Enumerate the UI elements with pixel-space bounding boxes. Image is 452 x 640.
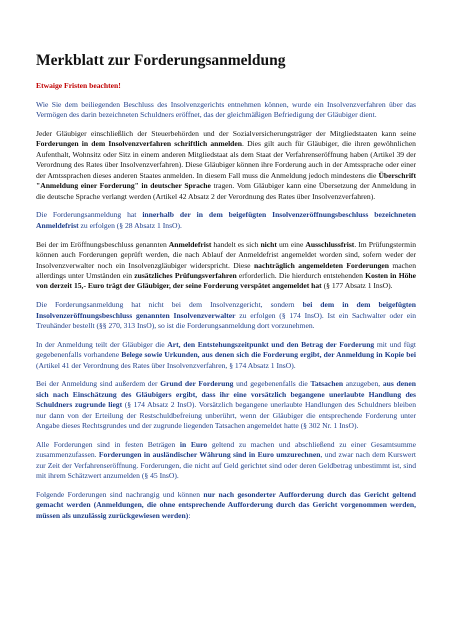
text-run: , und zwar nach dem Kurswert zur Zeit der Verfahrenseröffnung. Forderungen, die nicht auf Geld gerichtet sind oder deren Geldbetrag unbestimmt ist, sind mit ihrem Schätzwert anzumelden (§ 45 InsO). (36, 450, 417, 481)
paragraph (36, 379, 416, 431)
paragraph (36, 490, 416, 521)
text-run: Jeder Gläubiger einschließlich der Steuerbehörden und der Sozialversicherungsträger der Mitgliedstaaten kann seine (36, 128, 416, 138)
text-run: (§ 174 Absatz 2 InsO). Vorsätzlich begangene unerlaubte Handlungen des Schuldners bleiben nur dann von der Erteilung der Restschuldbefreiung unberührt, wenn der Gläubiger die entsprechende Forderung unter Angabe dieses Rechtsgrundes und der zugrunde liegenden Tatsachen angemeldet hatte (§ 302 Nr. 1 InsO). (36, 400, 416, 431)
text-run: Die Forderungsanmeldung hat nicht bei dem Insolvenzgericht, sondern (36, 300, 303, 310)
paragraph (36, 210, 416, 231)
bold-text-run: aus denen sich nach Einschätzung des Gläubigers ergibt, dass ihr eine vorsätzlich begangene unerlaubte Handlung des Schuldners zugrunde liegt (36, 379, 416, 410)
text-run: (§ 177 Absatz 1 InsO). (321, 281, 393, 291)
bold-text-run: Art, den Entstehungszeitpunkt und den Betrag der Forderung (167, 339, 375, 349)
bold-text-run: Tatsachen (310, 379, 344, 389)
text-run: . Dies gilt auch für Gläubiger, die ihren gewöhnlichen Aufenthalt, Wohnsitz oder Sitz in einem anderen Mitgliedstaat als dem Staat der Verfahrenseröffnung haben (Artikel 39 der Verordnung des Rates über Insolvenzverfahren). Diese Gläubiger können ihre Forderung auch in der Amtssprache oder einer der Amtssprachen dieses anderen Staates anmelden. In diesem Fall muss die Anmeldung jedoch mindestens die (36, 139, 416, 180)
bold-text-run: Forderungen in dem Insolvenzverfahren schriftlich anmelden (36, 139, 242, 149)
bold-text-run: nicht (260, 239, 277, 249)
paragraph (36, 129, 416, 202)
bold-text-run: Grund der Forderung (160, 379, 234, 389)
paragraph (36, 240, 416, 292)
text-run: und gegebenenfalls die (233, 379, 311, 389)
text-run: mit und fügt gegebenenfalls vorhandene (36, 339, 416, 360)
bold-text-run: in Euro (179, 439, 208, 449)
text-run: . Im Prüfungstermin können auch Forderungen geprüft werden, die nach Ablauf der Anmeldefrist angemeldet worden sind, sofern weder der Insolvenzverwalter noch ein Insolvenzgläubiger widerspricht. Diese (36, 239, 416, 270)
text-run: anzugeben, (343, 379, 383, 389)
text-run: Die Forderungsanmeldung hat (36, 210, 143, 220)
bold-text-run: innerhalb der in dem beigefügten Insolvenzeröffnungsbeschluss bezeichneten Anmeldefrist (36, 210, 416, 230)
document-body (36, 52, 416, 529)
paragraph (36, 440, 416, 482)
text-run: erforderlich. Die hierdurch entstehenden (236, 270, 366, 280)
bold-text-run: nur nach gesonderter Aufforderung durch das Gericht geltend gemacht werden (Anmeldungen, die ohne entsprechende Aufforderung durch das Gericht vorgenommen werden, müssen als unzulässig zurückgewiesen werden) (36, 489, 417, 520)
text-run: Bei der im Eröffnungsbeschluss genannten (36, 239, 169, 249)
bold-text-run: nachträglich angemeldeten Forderungen (253, 260, 389, 270)
text-run: (Artikel 41 der Verordnung des Rates über Insolvenzverfahren, § 174 Absatz 1 InsO). (36, 360, 296, 370)
bold-text-run: Ausschlussfrist (305, 239, 355, 249)
bold-text-run: Überschrift "Anmeldung einer Forderung" in deutscher Sprache (36, 170, 416, 191)
text-run: Alle Forderungen sind in festen Beträgen (36, 439, 180, 449)
text-run: : (188, 510, 191, 520)
text-run: tragen. Vom Gläubiger kann eine Übersetzung der Anmeldung in die deutsche Sprache verlangt werden (Artikel 42 Absatz 2 der Verordnung des Rates über Insolvenzverfahren). (36, 181, 416, 201)
paragraph (36, 300, 416, 331)
text-run: handelt es sich (211, 239, 261, 249)
bold-text-run: zusätzliches Prüfungsverfahren (134, 270, 237, 280)
paragraph-list (36, 100, 416, 521)
text-run: zu erfolgen (§ 174 InsO). Ist ein Sachwalter oder ein Treuhänder bestellt (§§ 270, 313 InsO), so ist die Forderungsanmeldung dort vorzunehmen. (36, 310, 416, 331)
text-run: Wie Sie dem beiliegenden Beschluss des Insolvenzgerichts entnehmen können, wurde ein Insolvenzverfahren über das Vermögen des darin bezeichneten Schuldners eröffnet, das der gleichmäßigen Befriedigung der Gläubiger dient. (36, 99, 416, 120)
paragraph (36, 100, 416, 121)
bold-text-run: Forderungen in ausländischer Währung sind in Euro umzurechnen (98, 450, 321, 460)
bold-text-run: Anmeldefrist (168, 239, 212, 249)
page-title: Merkblatt zur Forderungsanmeldung (36, 52, 286, 69)
deadline-warning: Etwaige Fristen beachten! (36, 80, 121, 90)
text-run: Bei der Anmeldung sind außerdem der (36, 379, 161, 389)
text-run: Folgende Forderungen sind nachrangig und können (36, 489, 204, 499)
text-run: um eine (276, 239, 306, 249)
bold-text-run: bei dem in dem beigefügten Insolvenzeröffnungsbeschluss genannten Insolvenzverwalter (36, 300, 417, 320)
bold-text-run: Kosten in Höhe von derzeit 15,- Euro trägt der Gläubiger, der seine Forderung verspätet angemeldet hat (36, 270, 416, 291)
text-run: zu erfolgen (§ 28 Absatz 1 InsO). (78, 220, 182, 230)
text-run: geltend zu machen und abschließend zu einer Gesamtsumme zusammenzufassen. (36, 439, 417, 460)
bold-text-run: Belege sowie Urkunden, aus denen sich die Forderung ergibt, der Anmeldung in Kopie bei (121, 350, 416, 360)
text-run: In der Anmeldung teilt der Gläubiger die (36, 339, 168, 349)
text-run: machen allerdings unter Umständen ein (36, 260, 416, 280)
paragraph (36, 340, 416, 371)
